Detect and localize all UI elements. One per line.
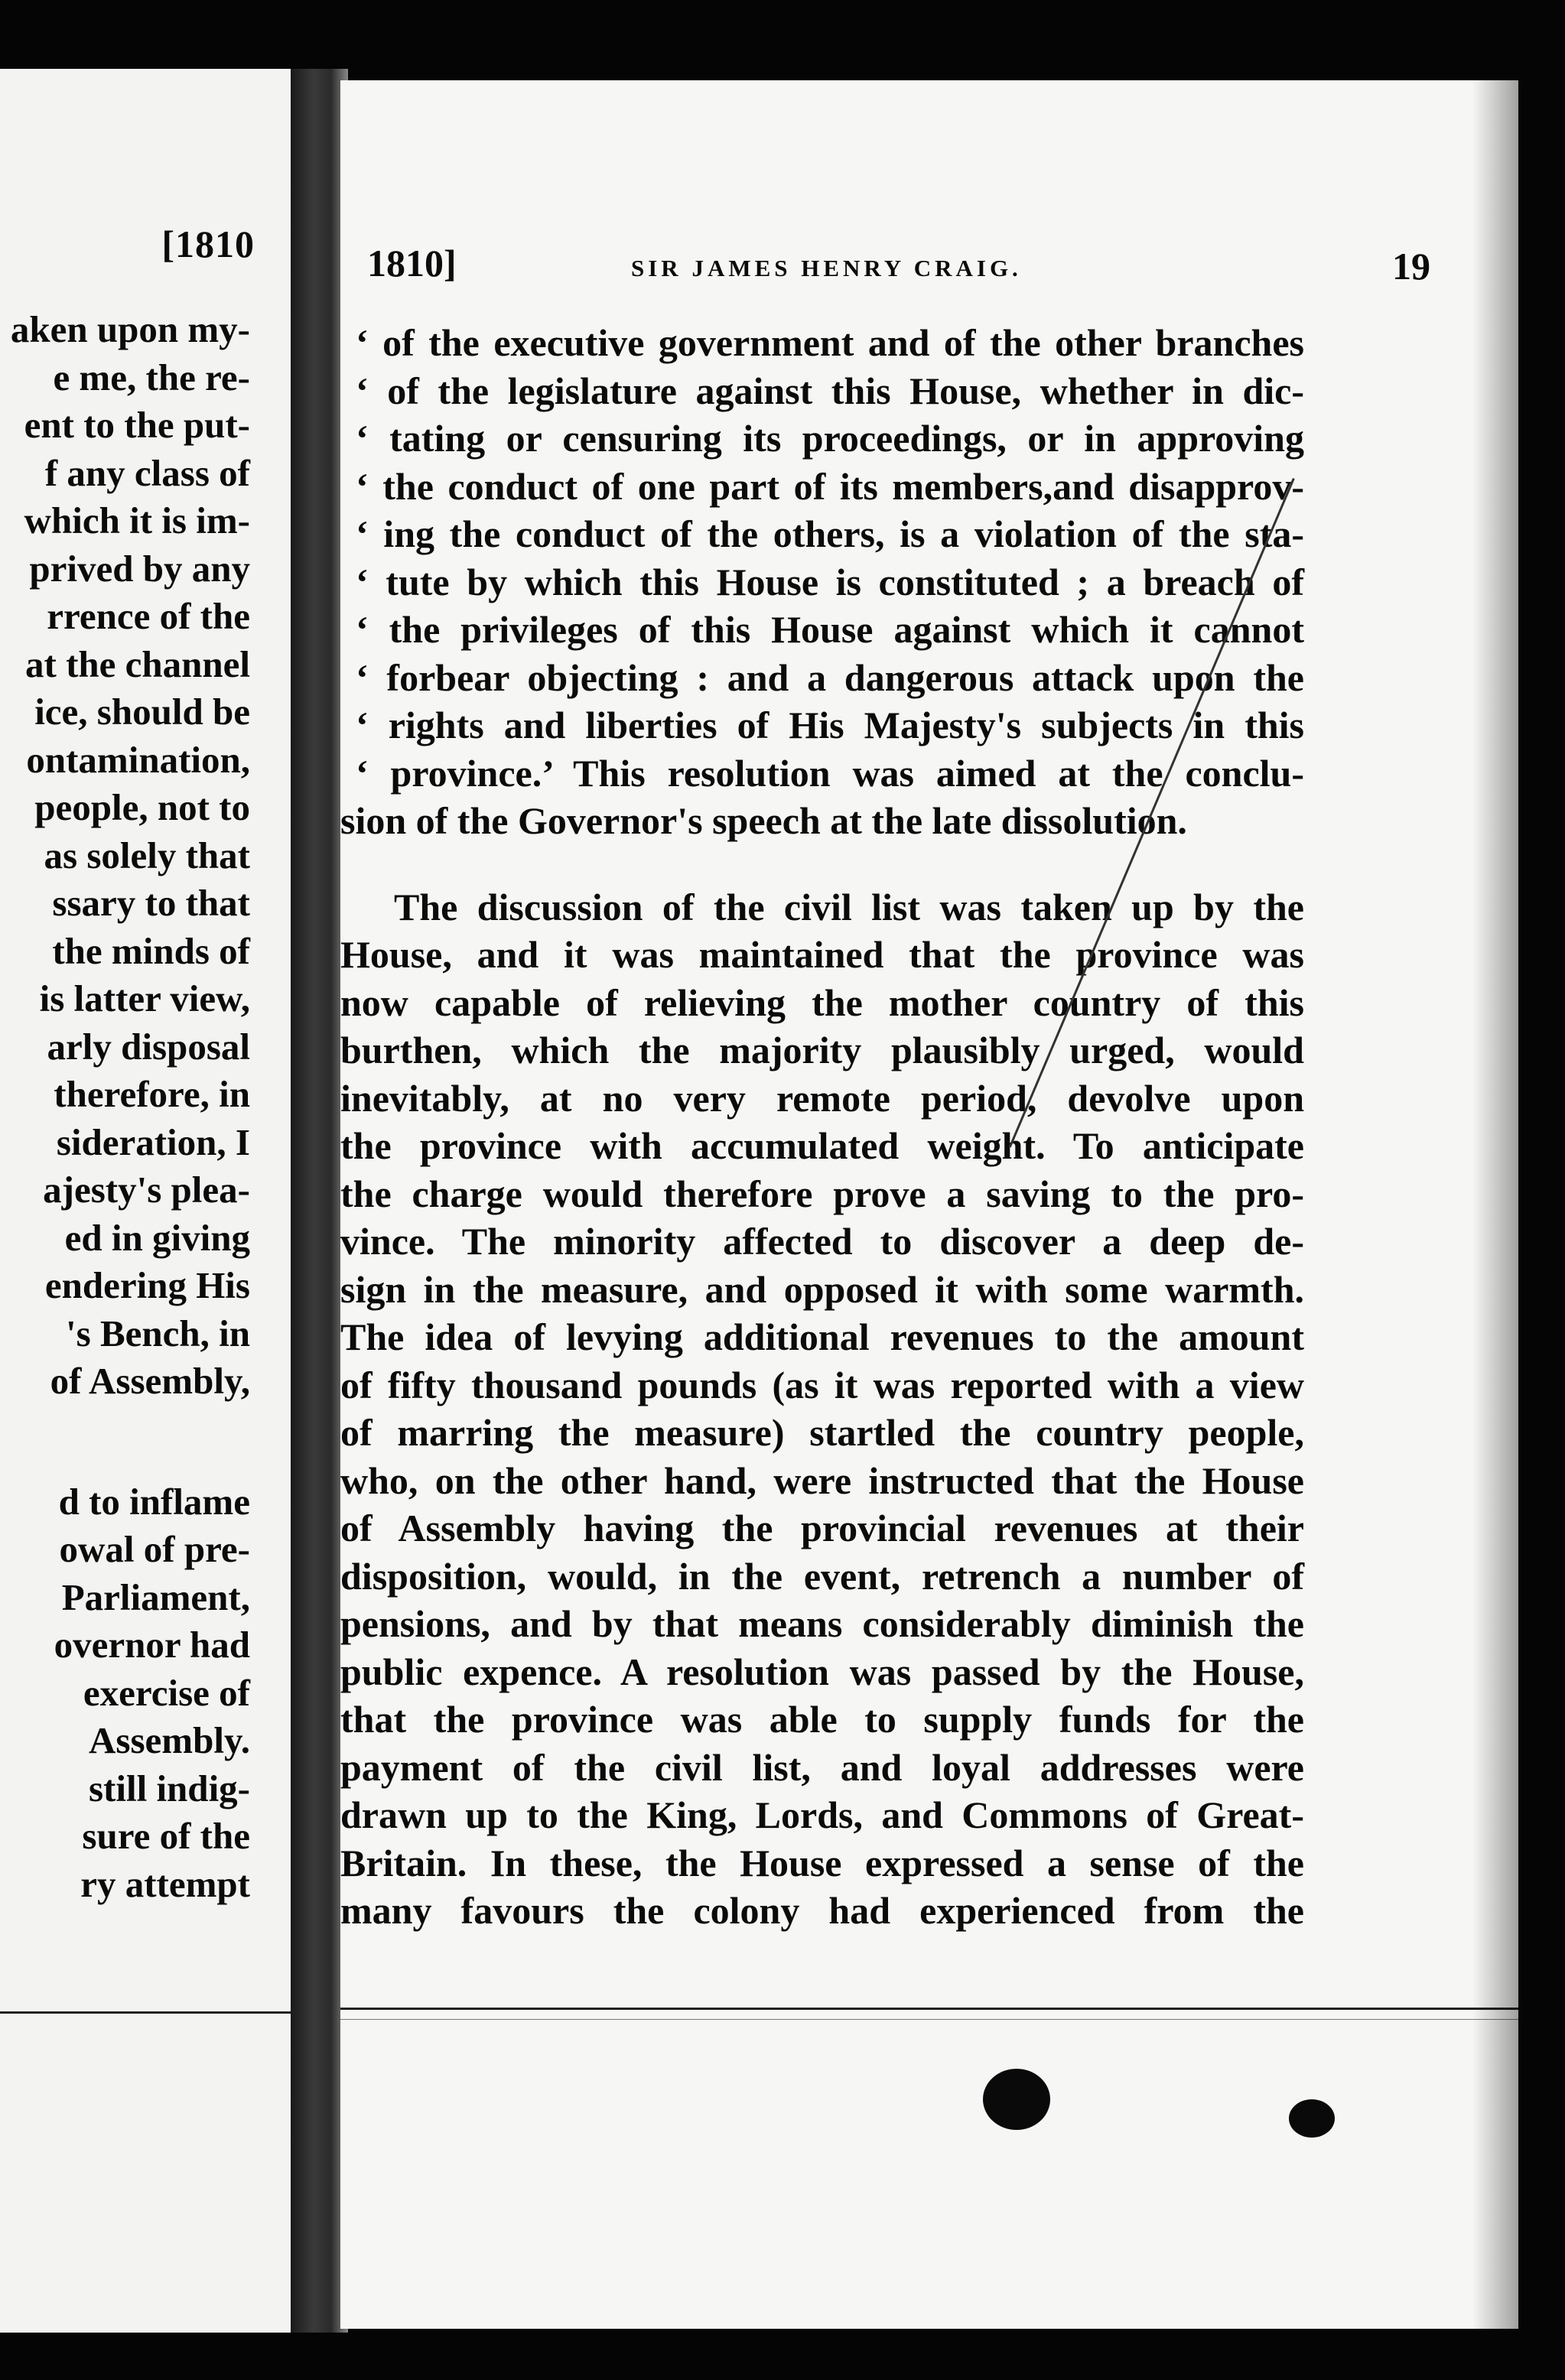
paragraph-gap — [11, 1406, 250, 1478]
page-bottom-rule — [340, 2008, 1518, 2010]
text-line: aken upon my- — [10, 308, 250, 350]
text-line: sion of the Governor's speech at the late dissolution. — [340, 799, 1187, 842]
text-line: which it is im- — [24, 499, 250, 541]
ink-blot — [1289, 2099, 1335, 2138]
running-head-year: 1810] — [367, 242, 457, 284]
text-line: vince. The minority affected to discover a deep de- — [340, 1220, 1304, 1263]
text-line: burthen, which the majority plausibly urged, would — [340, 1029, 1304, 1071]
text-line: ontamination, — [26, 738, 250, 781]
text-line: therefore, in — [54, 1073, 250, 1115]
text-line: pensions, and by that means considerably diminish the — [340, 1602, 1304, 1645]
text-line: of marring the measure) startled the country people, — [340, 1411, 1304, 1454]
ink-blot — [983, 2069, 1050, 2130]
text-line: f any class of — [44, 451, 250, 494]
text-line: ‘ of the legislature against this House, whether in dic- — [356, 369, 1304, 412]
text-line: ‘ forbear objecting : and a dangerous attack upon the — [356, 655, 1304, 699]
text-line: ajesty's plea- — [43, 1169, 250, 1211]
text-line: ssary to that — [52, 882, 250, 924]
text-line: Assembly. — [88, 1719, 250, 1761]
text-line: ‘ tating or censuring its proceedings, or in approving — [356, 417, 1304, 460]
text-line: Parliament, — [61, 1575, 250, 1618]
text-line: ent to the put- — [24, 404, 250, 446]
text-line: that the province was able to supply funds for the — [340, 1698, 1304, 1741]
text-line: ‘ the conduct of one part of its members,and disapprov- — [356, 464, 1304, 508]
text-line: still indig- — [88, 1767, 250, 1809]
text-line: ‘ province.’ This resolution was aimed at the conclu- — [356, 751, 1304, 795]
text-line: arly disposal — [47, 1025, 250, 1068]
text-line: e me, the re- — [53, 356, 250, 398]
left-page-rule — [0, 2011, 294, 2014]
text-line: sign in the measure, and opposed it with some warmth. — [340, 1267, 1304, 1311]
text-line: ed in giving — [64, 1216, 250, 1259]
text-line: ‘ ing the conduct of the others, is a violation of the sta- — [356, 512, 1304, 555]
text-line: who, on the other hand, were instructed that the House — [340, 1458, 1304, 1502]
text-line: owal of pre- — [59, 1528, 250, 1570]
text-line: at the channel — [25, 642, 250, 685]
text-line: Britain. In these, the House expressed a sense of the — [340, 1841, 1304, 1884]
text-line: 's Bench, in — [66, 1312, 250, 1354]
text-line: public expence. A resolution was passed by the House, — [340, 1650, 1304, 1693]
text-line: now capable of relieving the mother country of this — [340, 980, 1304, 1024]
text-line: ‘ tute by which this House is constituted ; a breach of — [356, 560, 1304, 603]
text-line: payment of the civil list, and loyal addresses were — [340, 1745, 1304, 1789]
text-line: sideration, I — [56, 1120, 250, 1163]
text-line: the charge would therefore prove a saving to the pro- — [340, 1172, 1304, 1215]
page-edge-shadow — [1472, 80, 1518, 2329]
paragraph-gap — [340, 845, 1304, 883]
text-line: ice, should be — [34, 691, 250, 733]
text-line: drawn up to the King, Lords, and Commons of Great- — [340, 1793, 1304, 1836]
text-line: prived by any — [29, 547, 250, 590]
text-line: The discussion of the civil list was taken up by the — [394, 885, 1304, 928]
text-line: ‘ rights and liberties of His Majesty's subjects in this — [356, 704, 1304, 746]
text-line: rrence of the — [47, 595, 250, 637]
text-line: disposition, would, in the event, retrench a number of — [340, 1554, 1304, 1598]
text-line: exercise of — [83, 1671, 250, 1714]
text-line: of Assembly, — [50, 1360, 250, 1402]
text-line: The idea of levying additional revenues to the amount — [340, 1315, 1304, 1358]
text-line: sure of the — [82, 1815, 250, 1857]
page-bottom-rule-secondary — [340, 2019, 1518, 2020]
left-page-running-head: [1810 — [161, 223, 255, 265]
text-line: ry attempt — [80, 1862, 250, 1905]
text-line: endering His — [44, 1264, 250, 1306]
text-line: ‘ the privileges of this House against which it cannot — [356, 608, 1304, 651]
running-head-title: SIR JAMES HENRY CRAIG. — [631, 255, 1022, 281]
running-head — [356, 241, 1430, 294]
page-right — [340, 80, 1518, 2329]
body-text — [340, 319, 1304, 1935]
text-line: of fifty thousand pounds (as it was reported with a view — [340, 1363, 1304, 1406]
text-line: as solely that — [44, 834, 250, 876]
text-line: of Assembly having the provincial revenues at their — [340, 1507, 1304, 1549]
text-line: ‘ of the executive government and of the other branches — [356, 321, 1304, 364]
text-line: the minds of — [52, 929, 250, 972]
text-line: many favours the colony had experienced from the — [340, 1889, 1304, 1932]
text-line: d to inflame — [58, 1480, 250, 1523]
text-line: House, and it was maintained that the province was — [340, 933, 1304, 976]
facing-page-left — [0, 69, 294, 2333]
text-line: overnor had — [54, 1624, 250, 1666]
book-gutter-shadow — [291, 69, 348, 2333]
text-line: is latter view, — [39, 977, 250, 1019]
text-line: inevitably, at no very remote period, devolve upon — [340, 1076, 1304, 1120]
text-line: the province with accumulated weight. To anticipate — [340, 1124, 1304, 1167]
page-number: 19 — [1392, 245, 1430, 288]
left-page-text — [11, 306, 250, 1908]
text-line: people, not to — [34, 786, 250, 828]
